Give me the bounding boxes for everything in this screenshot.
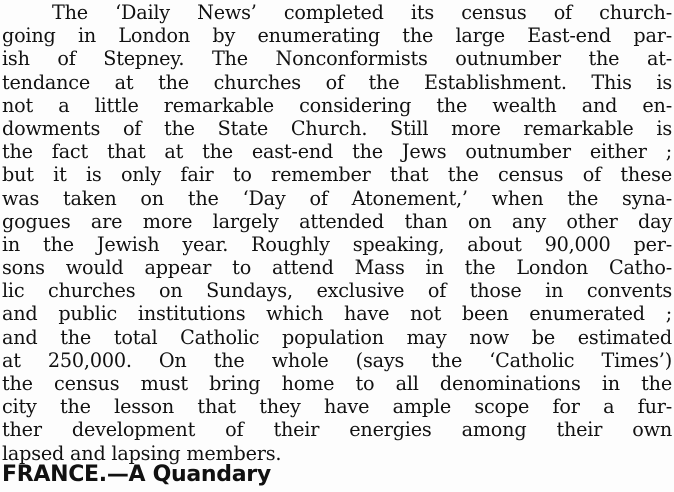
text-line: the fact that at the east-end the Jews outnumber either ; (2, 140, 672, 164)
text-line: the census must bring home to all denominations in the (2, 372, 672, 395)
text-line: and the total Catholic population may now be estimated (2, 325, 672, 349)
text-line: not a little remarkable considering the wealth and en- (2, 93, 672, 117)
text-line: at 250,000. On the whole (says the ‘Catholic Times’) (2, 348, 672, 372)
text-line: in the Jewish year. Roughly speaking, about 90,000 per- (2, 232, 672, 256)
article-paragraph (2, 1, 672, 465)
text-line: lapsed and lapsing members. (2, 441, 282, 465)
text-line: going in London by enumerating the large East-end par- (2, 24, 672, 48)
text-line: and public institutions which have not been enumerated ; (2, 302, 672, 326)
text-line: ish of Stepney. The Nonconformists outnumber the at- (2, 47, 672, 71)
text-line: lic churches on Sundays, exclusive of those in convents (2, 279, 672, 303)
text-line: sons would appear to attend Mass in the London Catho- (2, 256, 672, 280)
text-line: ther development of their energies among their own (2, 418, 672, 442)
text-line: but it is only fair to remember that the census of these (2, 163, 672, 187)
text-line: was taken on the ‘Day of Atonement,’ when the syna- (2, 186, 672, 210)
text-line: tendance at the churches of the Establishment. This is (2, 70, 672, 94)
text-line: dowments of the State Church. Still more remarkable is (2, 116, 672, 140)
text-line: city the lesson that they have ample scope for a fur- (2, 395, 672, 419)
section-heading: FRANCE.—A Quandary (2, 462, 271, 487)
text-line: The ‘Daily News’ completed its census of church- (52, 1, 672, 24)
text-line: gogues are more largely attended than on any other day (2, 209, 672, 233)
